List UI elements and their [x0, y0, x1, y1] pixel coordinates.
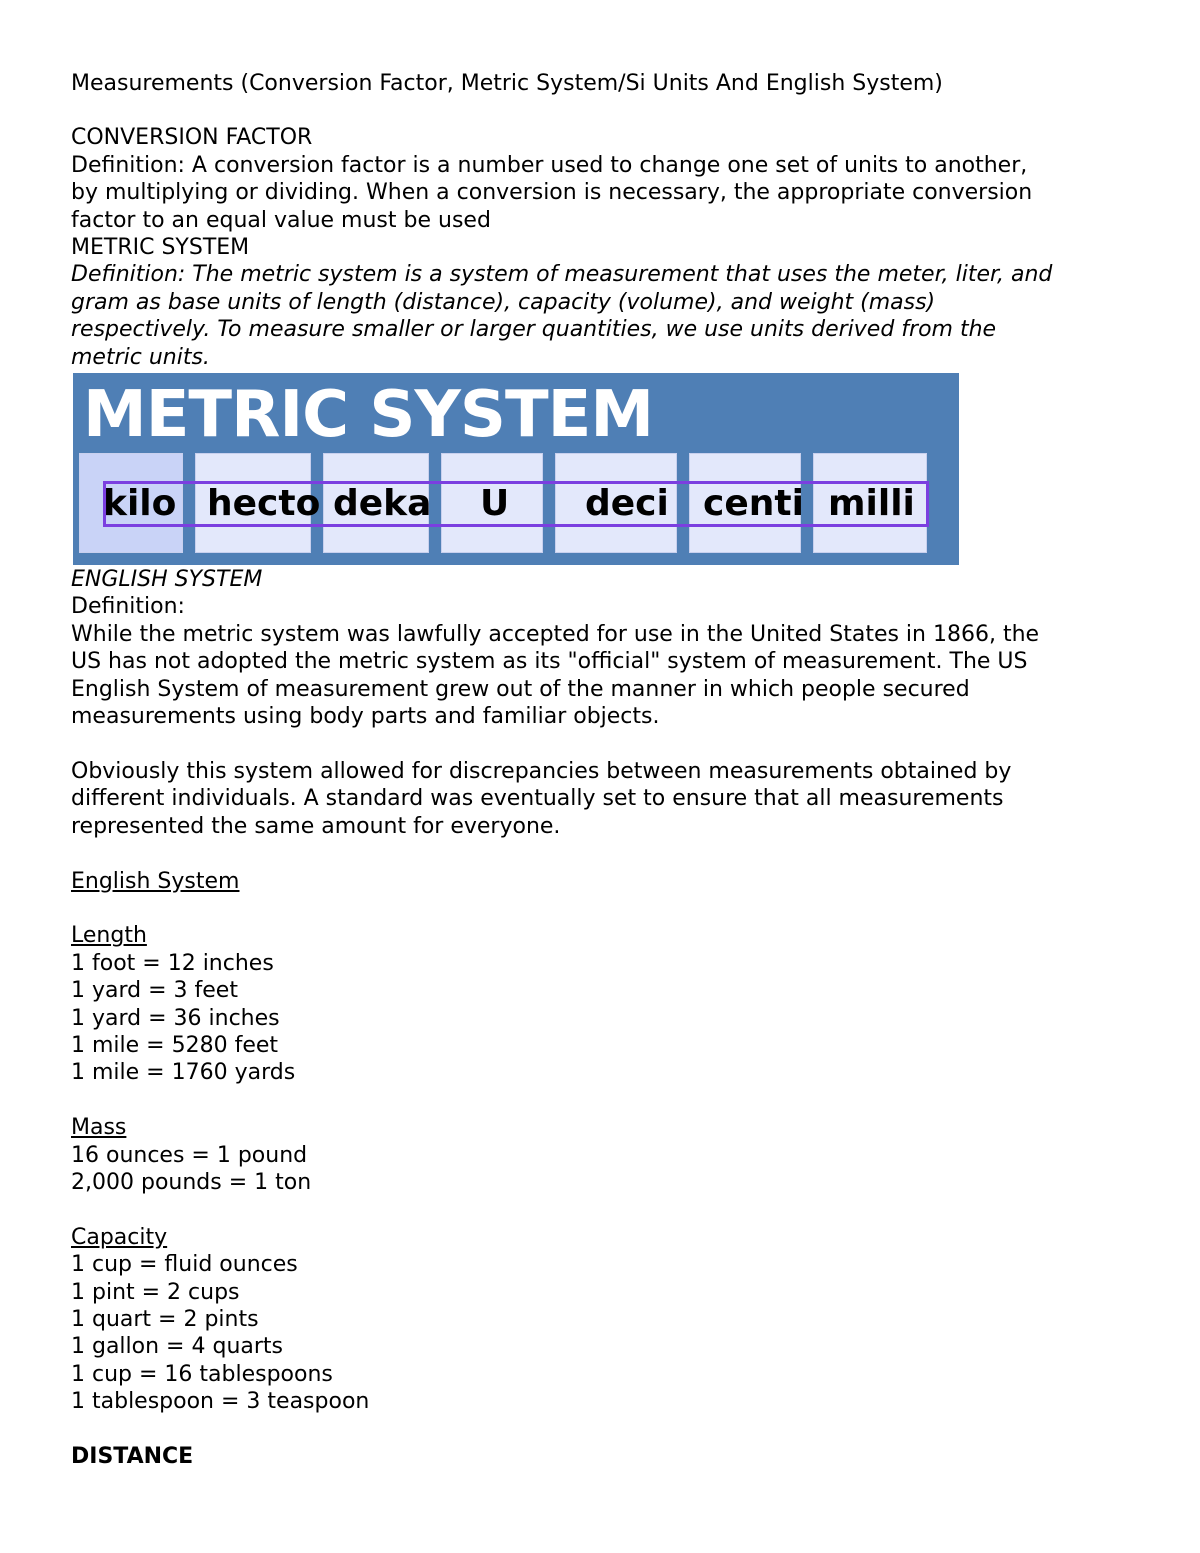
english-paragraph-line: measurements using body parts and familiar objects.	[71, 704, 660, 730]
english-paragraph-line: US has not adopted the metric system as its "official" system of measurement. The US	[71, 649, 1028, 675]
metric-system-heading: METRIC SYSTEM	[71, 235, 250, 261]
metric-system-definition-line: respectively. To measure smaller or larger quantities, we use units derived from the	[71, 317, 997, 343]
metric-system-definition-line: metric units.	[71, 344, 210, 370]
length-item: 1 foot = 12 inches	[71, 950, 274, 976]
document-page	[71, 70, 1141, 1470]
english-system-heading: ENGLISH SYSTEM	[71, 567, 263, 593]
prefix-label: deci	[585, 483, 669, 525]
english-paragraph-line: Obviously this system allowed for discrepancies between measurements obtained by	[71, 758, 1012, 784]
english-paragraph-line: While the metric system was lawfully accepted for use in the United States in 1866, the	[71, 621, 1040, 647]
mass-item: 2,000 pounds = 1 ton	[71, 1169, 312, 1195]
prefix-label: kilo	[103, 483, 177, 525]
metric-system-definition-line: Definition: The metric system is a system of measurement that uses the meter, liter, and	[71, 262, 1053, 288]
metric-prefix-banner	[73, 373, 959, 565]
mass-heading: Mass	[71, 1115, 127, 1141]
spacer	[71, 895, 1141, 922]
spacer	[71, 840, 1141, 867]
spacer	[71, 1416, 1141, 1443]
prefix-label: U	[480, 483, 510, 525]
capacity-item: 1 quart = 2 pints	[71, 1306, 259, 1332]
length-item: 1 yard = 36 inches	[71, 1005, 280, 1031]
conversion-factor-heading: CONVERSION FACTOR	[71, 125, 313, 151]
prefix-label: hecto	[207, 483, 321, 525]
spacer	[71, 1087, 1141, 1114]
spacer	[71, 731, 1141, 758]
english-paragraph-line: different individuals. A standard was eventually set to ensure that all measurements	[71, 786, 1004, 812]
capacity-heading: Capacity	[71, 1224, 168, 1250]
english-paragraph-line: English System of measurement grew out of the manner in which people secured	[71, 676, 970, 702]
english-paragraph-line: represented the same amount for everyone.	[71, 813, 561, 839]
length-item: 1 mile = 5280 feet	[71, 1032, 279, 1058]
banner-title: METRIC SYSTEM	[83, 378, 653, 453]
length-item: 1 yard = 3 feet	[71, 978, 238, 1004]
capacity-item: 1 cup = fluid ounces	[71, 1252, 298, 1278]
english-system-definition-label: Definition:	[71, 594, 185, 620]
distance-heading: DISTANCE	[71, 1443, 194, 1469]
capacity-item: 1 tablespoon = 3 teaspoon	[71, 1389, 370, 1415]
spacer	[71, 97, 1141, 124]
capacity-item: 1 pint = 2 cups	[71, 1279, 240, 1305]
conversion-factor-definition-line: by multiplying or dividing. When a conversion is necessary, the appropriate conversion	[71, 180, 1033, 206]
prefix-label: deka	[333, 483, 432, 525]
english-system-subheading: English System	[71, 868, 240, 894]
spacer	[71, 1196, 1141, 1223]
document-title: Measurements (Conversion Factor, Metric System/Si Units And English System)	[71, 71, 943, 96]
prefix-label: centi	[703, 483, 804, 525]
prefix-label: milli	[828, 483, 915, 525]
conversion-factor-definition-line: factor to an equal value must be used	[71, 207, 491, 233]
mass-item: 16 ounces = 1 pound	[71, 1142, 308, 1168]
length-heading: Length	[71, 923, 147, 949]
metric-system-definition-line: gram as base units of length (distance), capacity (volume), and weight (mass)	[71, 289, 936, 315]
capacity-item: 1 gallon = 4 quarts	[71, 1334, 283, 1360]
capacity-item: 1 cup = 16 tablespoons	[71, 1361, 333, 1387]
conversion-factor-definition-line: Definition: A conversion factor is a number used to change one set of units to another,	[71, 152, 1028, 178]
length-item: 1 mile = 1760 yards	[71, 1060, 296, 1086]
